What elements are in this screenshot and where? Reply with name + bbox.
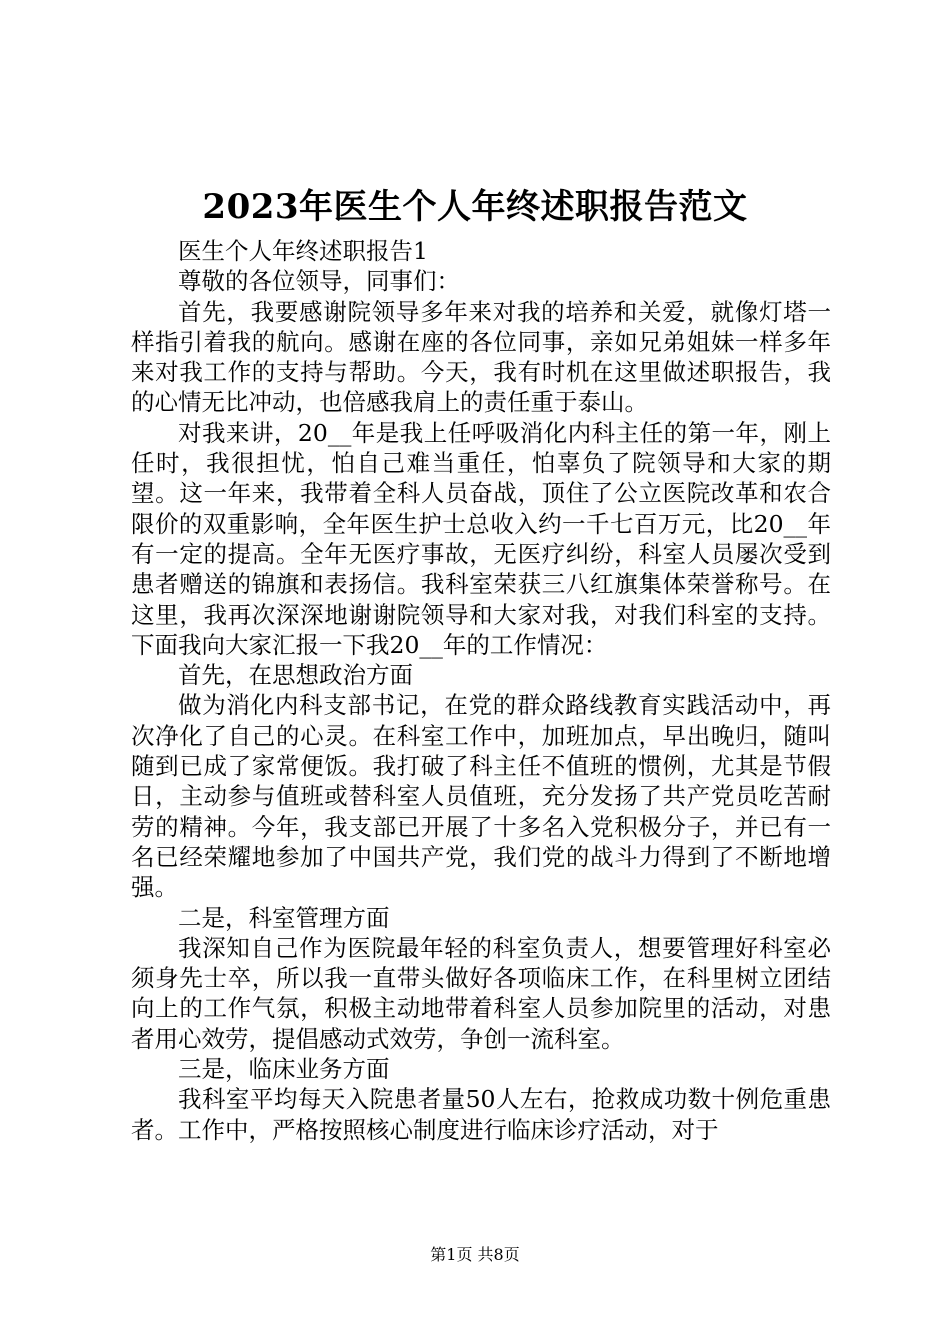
paragraph: 我深知自己作为医院最年轻的科室负责人，想要管理好科室必须身先士卒，所以我一直带头做好各项临床工作，在科里树立团结向上的工作气氛，积极主动地带着科室人员参加院里的活动，对患者用心效劳，提倡感动式效劳，争创一流科室。 bbox=[131, 933, 831, 1053]
paragraph: 对我来讲，20__年是我上任呼吸消化内科主任的第一年，刚上任时，我很担忧，怕自己难当重任，怕辜负了院领导和大家的期望。这一年来，我带着全科人员奋战，顶住了公立医院改革和农合限价的双重影响，全年医生护士总收入约一千七百万元，比20__年有一定的提高。全年无医疗事故，无医疗纠纷，科室人员屡次受到患者赠送的锦旗和表扬信。我科室荣获三八红旗集体荣誉称号。在这里，我再次深深地谢谢院领导和大家对我，对我们科室的支持。下面我向大家汇报一下我20__年的工作情况： bbox=[131, 418, 831, 659]
document-body bbox=[131, 236, 831, 1145]
document-title: 2023年医生个人年终述职报告范文 bbox=[202, 187, 748, 227]
paragraph: 尊敬的各位领导，同事们： bbox=[178, 267, 460, 296]
paragraph: 首先，我要感谢院领导多年来对我的培养和关爱，就像灯塔一样指引着我的航向。感谢在座的各位同事，亲如兄弟姐妹一样多年来对我工作的支持与帮助。今天，我有时机在这里做述职报告，我的心情无比冲动，也倍感我肩上的责任重于泰山。 bbox=[131, 297, 831, 417]
section-heading: 首先，在思想政治方面 bbox=[178, 661, 413, 690]
section-heading: 三是，临床业务方面 bbox=[178, 1055, 390, 1084]
paragraph: 医生个人年终述职报告1 bbox=[178, 237, 428, 265]
page-footer: 第1页 共8页 bbox=[430, 1245, 520, 1264]
paragraph: 我科室平均每天入院患者量50人左右，抢救成功数十例危重患者。工作中，严格按照核心制度进行临床诊疗活动，对于 bbox=[131, 1085, 831, 1144]
section-heading: 二是，科室管理方面 bbox=[178, 903, 390, 932]
paragraph: 做为消化内科支部书记，在党的群众路线教育实践活动中，再次净化了自己的心灵。在科室工作中，加班加点，早出晚归，随叫随到已成了家常便饭。我打破了科主任不值班的惯例，尤其是节假日，主动参与值班或替科室人员值班，充分发扬了共产党员吃苦耐劳的精神。今年，我支部已开展了十多名入党积极分子，并已有一名已经荣耀地参加了中国共产党，我们党的战斗力得到了不断地增强。 bbox=[131, 691, 831, 902]
